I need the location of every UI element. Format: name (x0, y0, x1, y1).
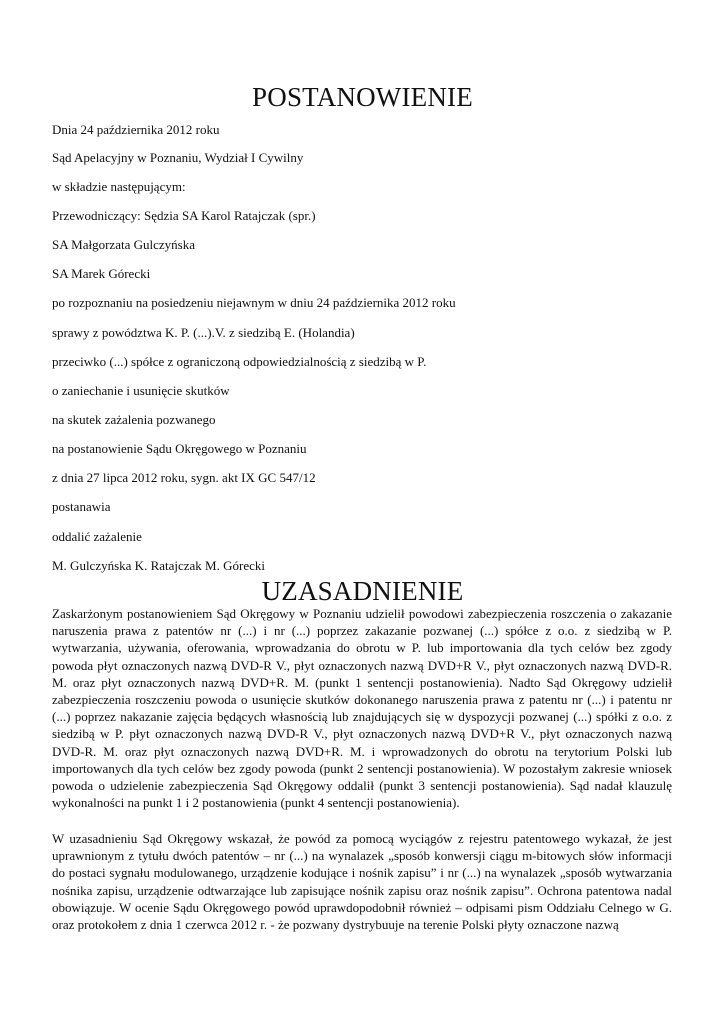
case-line: sprawy z powództwa K. P. (...).V. z siedzibą E. (Holandia) (52, 325, 355, 340)
document-title: POSTANOWIENIE (252, 82, 473, 112)
court-line: Sąd Apelacyjny w Poznaniu, Wydział I Cywilny (52, 150, 304, 165)
justification-paragraph: Zaskarżonym postanowieniem Sąd Okręgowy w Poznaniu udzielił powodowi zabezpieczenia roszczenia o zakazanie naruszenia prawa z patentów nr (...) i nr (...) poprzez zakazanie pozwanej (...) spółce z o.o. z siedzibą w P. wytwarzania, używania, oferowania, wprowadzania do obrotu w P. lub importowania dla tych celów bez zgody powoda płyt oznaczonych nazwą DVD-R V., płyt oznaczonych nazwą DVD+R V., płyt oznaczonych nazwą DVD-R. M. oraz płyt oznaczonych nazwą DVD+R. M. (punkt 1 sentencji postanowienia). Nadto Sąd Okręgowy udzielił zabezpieczenia roszczeniu powoda o usunięcie skutków dokonanego naruszenia prawa z patentu nr (...) i patentu nr (...) poprzez nakazanie zajęcia będących własnością lub znajdujących się w dyspozycji pozwanej (...) spółki z o.o. z siedzibą w P. płyt oznaczonych nazwą DVD-R V., płyt oznaczonych nazwą DVD+R V., płyt oznaczonych nazwą DVD-R. M. oraz płyt oznaczonych nazwą DVD+R. M. i wprowadzonych do obrotu na terytorium Polski lub importowanych dla tych celów bez zgody powoda (punkt 2 sentencji postanowienia). W pozostałym zakresie wniosek powoda o udzielenie zabezpieczenia Sąd Okręgowy oddalił (punkt 3 sentencji postanowienia). Sąd nadał klauzulę wykonalności na punkt 1 i 2 postanowienia (punkt 4 sentencji postanowienia). (52, 606, 672, 811)
appeal-line: na skutek zażalenia pozwanego (52, 412, 216, 427)
composition-line: w składzie następującym: (52, 179, 186, 194)
justification-paragraph: W uzasadnieniu Sąd Okręgowy wskazał, że powód za pomocą wyciągów z rejestru patentowego wykazał, że jest uprawnionym z tytułu dwóch patentów – nr (...) na wynalazek „sposób konwersji ciągu m-bitowych słów informacji do postaci sygnału modulowanego, urządzenie kodujące i nośnik zapisu” i nr (...) na wynalazek „sposób wytwarzania nośnika zapisu, urządzenie odtwarzające lub zapisujące nośnik zapisu oraz nośnik zapisu”. Ochrona patentowa nadal obowiązuje. W ocenie Sądu Okręgowego powód uprawdopodobnił również – odpisami pism Oddziału Celnego w G. oraz protokołem z dnia 1 czerwca 2012 r. - że pozwany dystrybuuje na terenie Polski płyty oznaczone nazwą (52, 831, 672, 933)
presiding-judge-line: Przewodniczący: Sędzia SA Karol Ratajczak (spr.) (52, 208, 316, 223)
decision-reference-line: na postanowienie Sądu Okręgowego w Poznaniu (52, 441, 307, 456)
ruling-verb-line: postanawia (52, 499, 111, 514)
date-line: Dnia 24 października 2012 roku (52, 122, 220, 137)
signatures-line: M. Gulczyńska K. Ratajczak M. Górecki (52, 558, 265, 573)
case-number-line: z dnia 27 lipca 2012 roku, sygn. akt IX GC 547/12 (52, 470, 316, 485)
judge-line: SA Marek Górecki (52, 266, 151, 281)
defendant-line: przeciwko (...) spółce z ograniczoną odpowiedzialnością z siedzibą w P. (52, 354, 427, 369)
judge-line: SA Małgorzata Gulczyńska (52, 237, 195, 252)
subject-line: o zaniechanie i usunięcie skutków (52, 383, 230, 398)
justification-title: UZASADNIENIE (261, 576, 464, 606)
hearing-line: po rozpoznaniu na posiedzeniu niejawnym w dniu 24 października 2012 roku (52, 295, 456, 310)
ruling-line: oddalić zażalenie (52, 529, 142, 544)
